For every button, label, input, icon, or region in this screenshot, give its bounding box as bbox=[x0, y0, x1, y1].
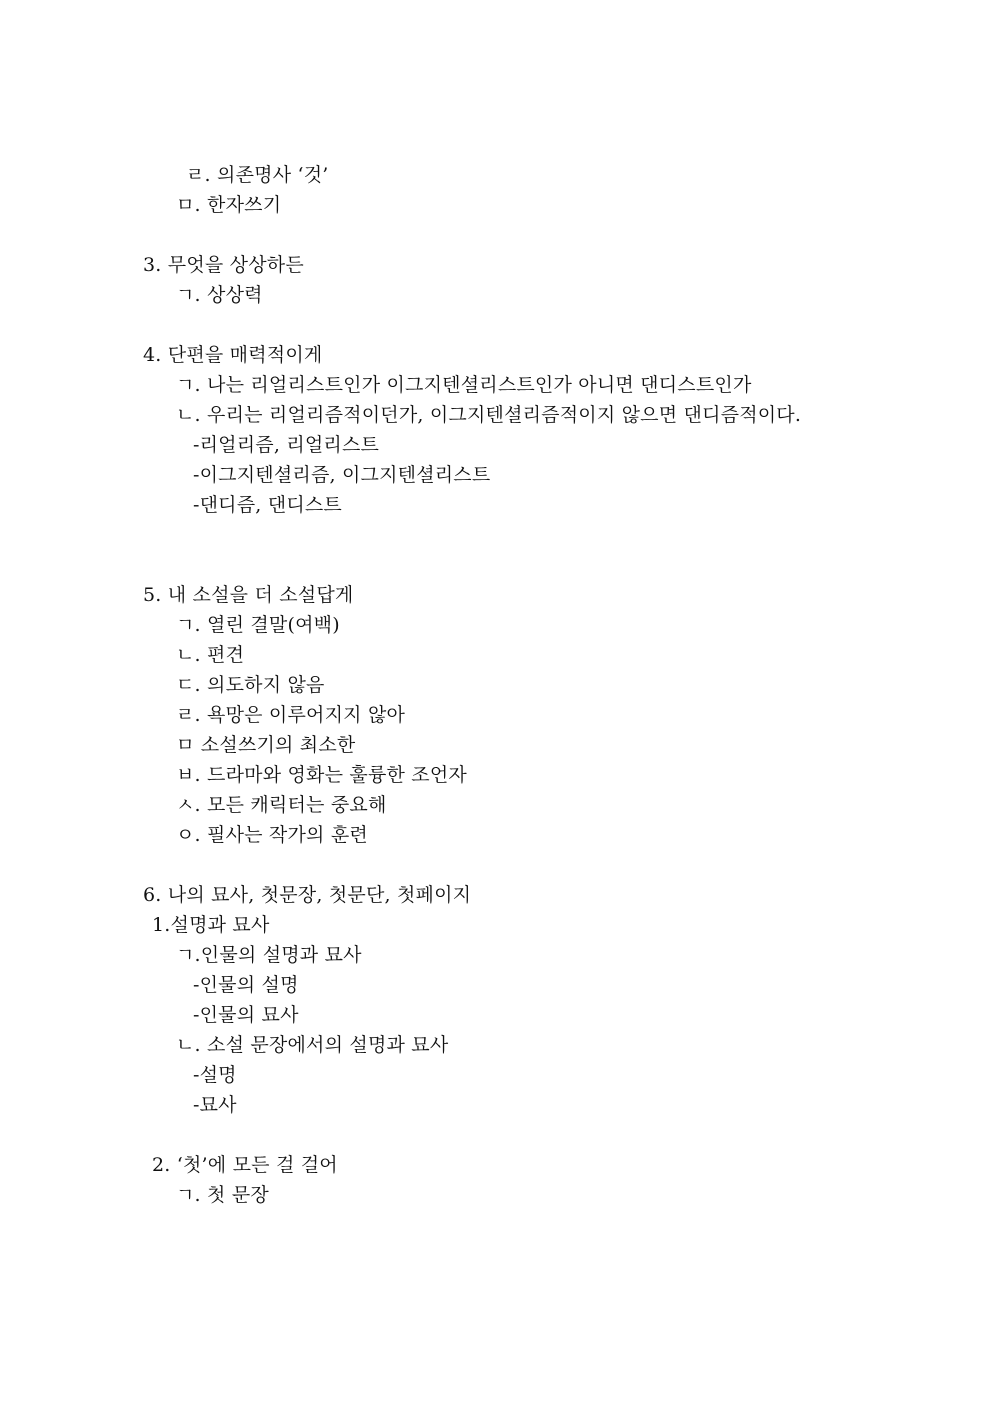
subitem-character-depiction: -인물의 묘사 bbox=[193, 1004, 299, 1026]
section-heading-6: 6. 나의 묘사, 첫문장, 첫문단, 첫페이지 bbox=[143, 884, 472, 906]
item-n-realism-statement: ㄴ. 우리는 리얼리즘적이던가, 이그지텐셜리즘적이지 않으면 댄디즘적이다. bbox=[176, 404, 802, 426]
section-heading-5: 5. 내 소설을 더 소설답게 bbox=[143, 584, 354, 606]
item-g-open-ending: ㄱ. 열린 결말(여백) bbox=[176, 614, 340, 636]
item-r-dependent-noun: ㄹ. 의존명사 ‘것’ bbox=[186, 164, 329, 186]
item-n-prejudice: ㄴ. 편견 bbox=[176, 644, 245, 666]
item-m-minimum: ㅁ 소설쓰기의 최소한 bbox=[176, 734, 356, 756]
subsection-1-explanation-description: 1.설명과 묘사 bbox=[152, 914, 270, 936]
item-g-realist-question: ㄱ. 나는 리얼리스트인가 이그지텐셜리스트인가 아니면 댄디스트인가 bbox=[176, 374, 752, 396]
subitem-dandyism: -댄디즘, 댄디스트 bbox=[193, 494, 342, 516]
subitem-character-explanation: -인물의 설명 bbox=[193, 974, 299, 996]
subitem-existentialism: -이그지텐셜리즘, 이그지텐셜리스트 bbox=[193, 464, 491, 486]
item-o-transcription: ㅇ. 필사는 작가의 훈련 bbox=[176, 824, 368, 846]
section-heading-3: 3. 무엇을 상상하든 bbox=[143, 254, 304, 276]
subitem-explanation: -설명 bbox=[193, 1064, 237, 1086]
subitem-realism: -리얼리즘, 리얼리스트 bbox=[193, 434, 380, 456]
item-g-character-description: ㄱ.인물의 설명과 묘사 bbox=[176, 944, 362, 966]
item-m-hanja-writing: ㅁ. 한자쓰기 bbox=[176, 194, 282, 216]
item-d-unintended: ㄷ. 의도하지 않음 bbox=[176, 674, 325, 696]
item-g-imagination: ㄱ. 상상력 bbox=[176, 284, 263, 306]
item-n-sentence-description: ㄴ. 소설 문장에서의 설명과 묘사 bbox=[176, 1034, 449, 1056]
item-b-drama-film: ㅂ. 드라마와 영화는 훌륭한 조언자 bbox=[176, 764, 467, 786]
section-heading-4: 4. 단편을 매력적이게 bbox=[143, 344, 323, 366]
item-r-desire: ㄹ. 욕망은 이루어지지 않아 bbox=[176, 704, 406, 726]
item-s-characters: ㅅ. 모든 캐릭터는 중요해 bbox=[176, 794, 387, 816]
subitem-depiction: -묘사 bbox=[193, 1094, 237, 1116]
subsection-2-first: 2. ‘첫’에 모든 걸 걸어 bbox=[152, 1154, 338, 1176]
item-g-first-sentence: ㄱ. 첫 문장 bbox=[176, 1184, 269, 1206]
